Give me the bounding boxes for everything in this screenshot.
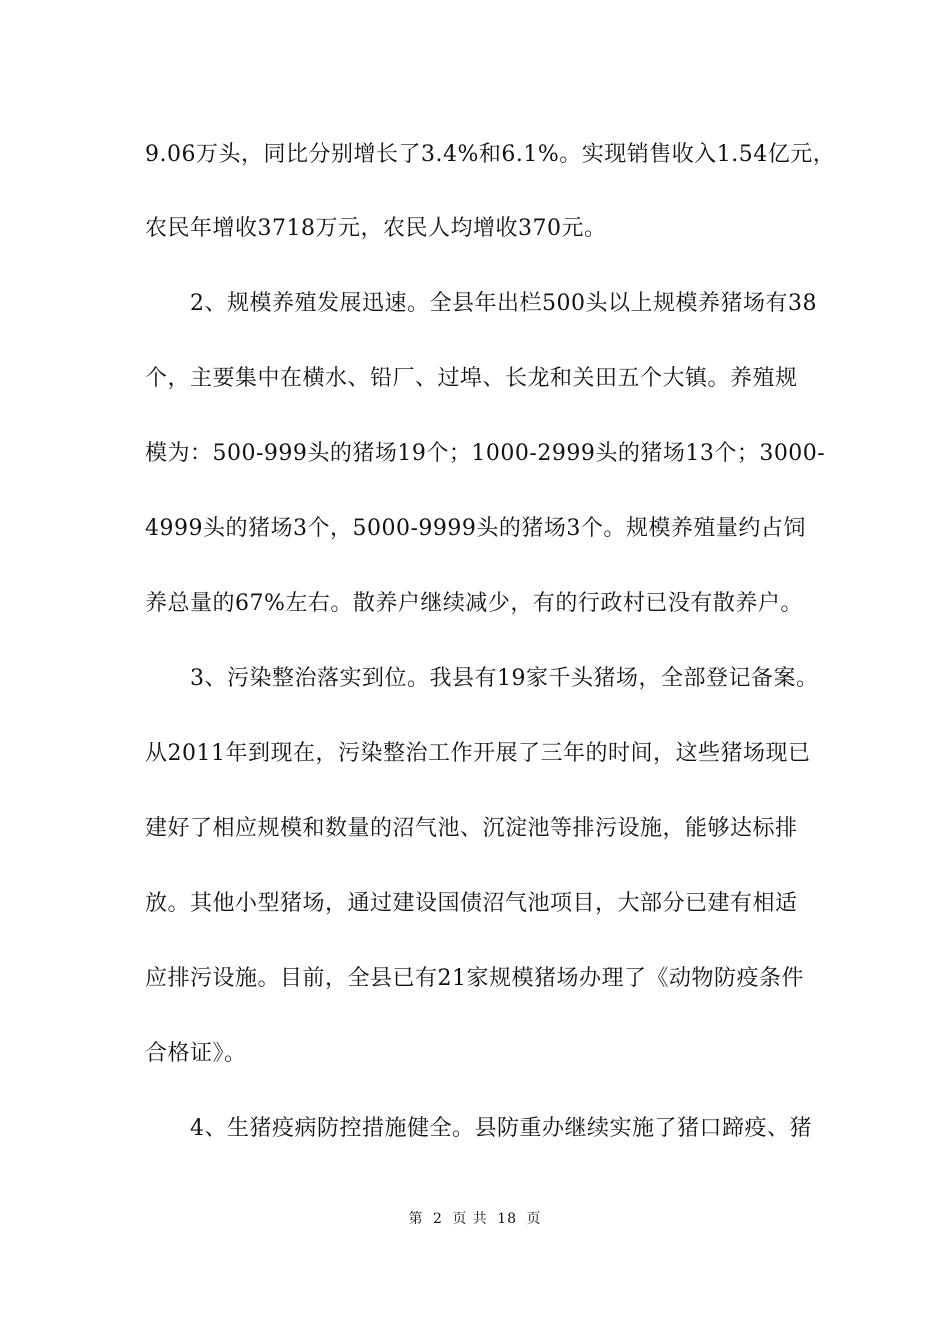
text-line: 9.06万头，同比分别增长了3.4%和6.1%。实现销售收入1.54亿元， [145,142,836,167]
current-page-number: 2 [432,1211,443,1227]
text-line: 从2011年到现在，污染整治工作开展了三年的时间，这些猪场现已 [145,741,811,766]
paragraph-start-line: 2、规模养殖发展迅速。全县年出栏500头以上规模养猪场有38 [190,291,817,316]
text-line: 农民年增收3718万元，农民人均增收370元。 [145,216,607,241]
text-line: 4999头的猪场3个，5000-9999头的猪场3个。规模养殖量约占饲 [145,516,806,541]
paragraph-start-line: 3、污染整治落实到位。我县有19家千头猪场，全部登记备案。 [190,666,819,691]
page-number-footer [0,1209,950,1229]
text-line: 应排污设施。目前，全县已有21家规模猪场办理了《动物防疫条件 [145,966,804,991]
paragraph-start-line: 4、生猪疫病防控措施健全。县防重办继续实施了猪口蹄疫、猪 [190,1116,812,1141]
text-line: 建好了相应规模和数量的沼气池、沉淀池等排污设施，能够达标排 [145,816,798,841]
text-line: 养总量的67%左右。散养户继续减少，有的行政村已没有散养户。 [145,591,803,616]
text-line: 放。其他小型猪场，通过建设国债沼气池项目，大部分已建有相适 [145,891,798,916]
total-page-count: 18 [497,1211,518,1227]
footer-prefix: 第 [408,1211,424,1227]
text-line: 个，主要集中在横水、铅厂、过埠、长龙和关田五个大镇。养殖规 [145,366,798,391]
footer-middle: 页 共 [452,1211,488,1227]
footer-suffix: 页 [526,1211,542,1227]
text-line: 模为：500-999头的猪场19个；1000-2999头的猪场13个；3000- [145,441,826,466]
text-line: 合格证》。 [145,1041,247,1066]
